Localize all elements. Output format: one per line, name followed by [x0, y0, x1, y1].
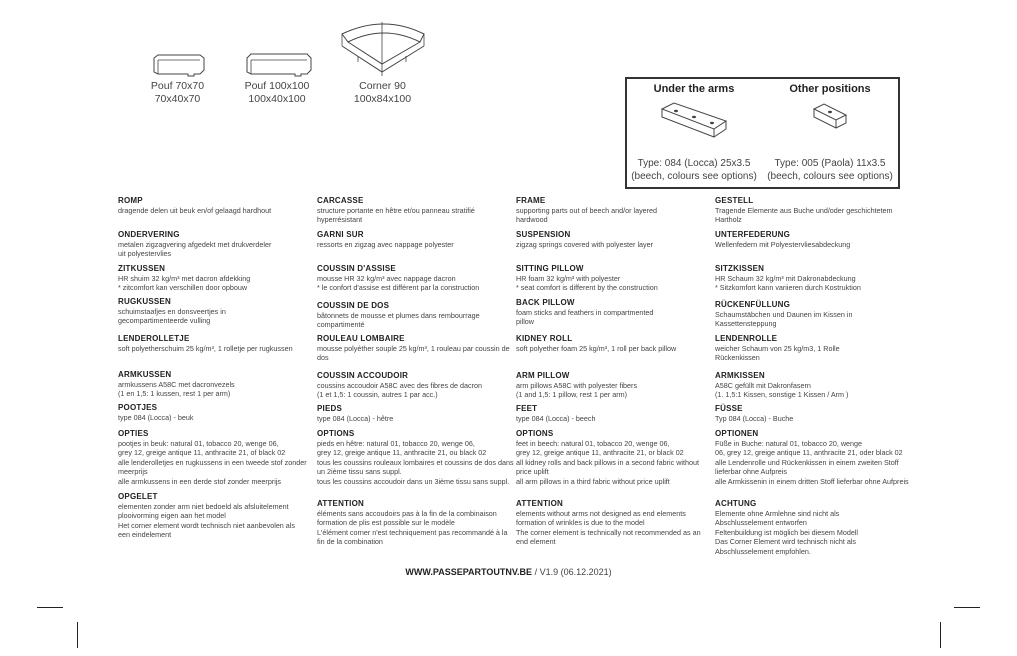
section-heading: LENDEROLLETJE: [118, 334, 190, 343]
section-line: (1 and 1,5: 1 pillow, rest 1 per arm): [516, 390, 628, 400]
section-heading: OPTIONS: [317, 429, 355, 438]
section-line: mousse polyéther souple 25 kg/m³, 1 rouleau par coussin de: [317, 343, 510, 353]
section-line: Feltenbuildung ist möglich bei diesem Modell: [715, 527, 859, 537]
section-heading: SUSPENSION: [516, 230, 571, 239]
spec-section: [516, 298, 706, 327]
section-line: supporting parts out of beech and/or layered: [516, 205, 658, 215]
spec-section: [516, 404, 706, 423]
section-heading: ATTENTION: [317, 499, 364, 508]
section-line: Typ 084 (Locca) - Buche: [715, 413, 794, 423]
pouf-100-icon: [241, 52, 313, 78]
section-line: HR foam 32 kg/m³ with polyester: [516, 273, 621, 283]
spec-section: [516, 196, 706, 225]
spec-section: [118, 370, 308, 399]
section-line: grey 12, greige antique 11, anthracite 21, of black 02: [118, 448, 286, 458]
section-line: Elemente ohne Armlehne sind nicht als: [715, 508, 840, 518]
spec-section: [317, 499, 507, 547]
section-line: The corner element is technically not recommended as an: [516, 527, 701, 537]
section-line: uit polyestervlies: [118, 249, 172, 259]
product-pouf-70: [140, 52, 215, 106]
section-line: formation de plis est possible sur le modèle: [317, 518, 455, 528]
section-line: pieds en hêtre: natural 01, tobacco 20, wenge 06,: [317, 438, 475, 448]
spec-section: [715, 300, 905, 329]
spec-section: [516, 230, 706, 249]
spec-section: [516, 371, 706, 400]
spec-section: [118, 196, 308, 215]
section-line: foam sticks and feathers in compartmented: [516, 307, 654, 317]
section-heading: OPTIES: [118, 429, 149, 438]
spec-section: [118, 492, 308, 540]
section-heading: FEET: [516, 404, 538, 413]
section-line: type 084 (Locca) - beech: [516, 413, 596, 423]
product-name: Pouf 100x100: [244, 80, 310, 92]
section-line: Hartholz: [715, 215, 742, 225]
section-line: type 084 (Locca) - hêtre: [317, 413, 394, 423]
section-line: feet in beech: natural 01, tobacco 20, wenge 06,: [516, 438, 670, 448]
section-heading: FÜSSE: [715, 404, 743, 413]
section-heading: OPTIONEN: [715, 429, 759, 438]
footer-website-link[interactable]: WWW.PASSEPARTOUTNV.BE: [405, 567, 533, 577]
section-line: arm pillows A58C with polyester fibers: [516, 380, 638, 390]
feet-under-desc: [624, 157, 764, 183]
section-heading: SITZKISSEN: [715, 264, 765, 273]
section-heading: RÜCKENFÜLLUNG: [715, 300, 791, 309]
section-line: elementen zonder arm niet bedoeld als afsluitelement: [118, 501, 289, 511]
crop-mark-left-v: [77, 622, 78, 648]
product-dims: 100x40x100: [248, 93, 306, 105]
section-line: tous les coussins rouleaux lombaires et coussins de dos dans: [317, 457, 514, 467]
spec-section: [118, 297, 308, 326]
section-line: hyperrésistant: [317, 215, 363, 225]
section-line: all kidney rolls and back pillows in a second fabric without: [516, 457, 699, 467]
section-heading: RUGKUSSEN: [118, 297, 171, 306]
section-heading: ACHTUNG: [715, 499, 757, 508]
section-heading: ARM PILLOW: [516, 371, 570, 380]
section-heading: COUSSIN D'ASSISE: [317, 264, 396, 273]
section-line: armkussens A58C met dacronvezels: [118, 379, 235, 389]
spec-section: [715, 230, 905, 249]
feet-other-line1: Type: 005 (Paola) 11x3.5: [774, 158, 886, 169]
crop-mark-left-h: [37, 607, 63, 608]
feet-info-box: [625, 77, 900, 189]
section-heading: OPGELET: [118, 492, 158, 501]
section-heading: OPTIONS: [516, 429, 554, 438]
section-heading: ROMP: [118, 196, 143, 205]
section-line: structure portante en hêtre et/ou panneau stratifié: [317, 205, 475, 215]
section-line: * zitcomfort kan verschillen door opbouw: [118, 283, 248, 293]
section-line: Abschlusselement empfohlen.: [715, 546, 811, 556]
spec-section: [715, 371, 905, 400]
section-line: type 084 (Locca) - beuk: [118, 412, 194, 422]
spec-section: [118, 403, 308, 422]
section-line: alle lenderolletjes en rugkussens in een tweede stof zonder: [118, 457, 307, 467]
section-line: un 2ième tissu sans suppl.: [317, 467, 402, 477]
section-line: zigzag springs covered with polyester layer: [516, 239, 654, 249]
spec-section: [516, 264, 706, 293]
section-line: HR shuim 32 kg/m³ met dacron afdekking: [118, 273, 251, 283]
section-line: 06, grey 12, greige antique 11, anthracite 21, oder black 02: [715, 448, 903, 458]
section-heading: BACK PILLOW: [516, 298, 575, 307]
section-line: formation of wrinkles is due to the model: [516, 518, 645, 528]
corner-90-icon: [338, 16, 428, 78]
section-line: HR Schaum 32 kg/m³ mit Dakronabdeckung: [715, 273, 856, 283]
spec-section: [317, 334, 510, 363]
feet-under-line2: (beech, colours see options): [631, 171, 757, 182]
product-dims: 100x84x100: [353, 93, 412, 105]
spec-section: [317, 301, 507, 330]
section-line: plooivorming eigen aan het model: [118, 511, 226, 521]
section-line: * seat comfort is different by the construction: [516, 283, 658, 293]
section-line: Schaumstäbchen und Daunen im Kissen in: [715, 309, 853, 319]
product-name: Pouf 70x70: [150, 80, 205, 92]
product-dims: 70x40x70: [154, 93, 201, 105]
section-heading: POOTJES: [118, 403, 158, 412]
spec-section: [715, 334, 905, 363]
spec-section: [715, 404, 905, 423]
section-line: meerprijs: [118, 467, 148, 477]
section-line: pootjes in beuk: natural 01, tobacco 20, wenge 06,: [118, 438, 279, 448]
section-heading: ROULEAU LOMBAIRE: [317, 334, 405, 343]
section-line: dos: [317, 353, 329, 363]
spec-section: [516, 334, 706, 353]
section-line: Kassettensteppung: [715, 319, 777, 329]
section-line: alle Lendenrolle und Rückenkissen in einem zweiten Stoff: [715, 457, 899, 467]
section-line: Rückenkissen: [715, 353, 760, 363]
section-heading: UNTERFEDERUNG: [715, 230, 791, 239]
section-line: Das Corner Element wird technisch nicht als: [715, 537, 857, 547]
spec-section: [317, 429, 514, 487]
feet-other-title: Other positions: [789, 83, 871, 95]
crop-mark-right-h: [954, 607, 980, 608]
section-heading: COUSSIN DE DOS: [317, 301, 390, 310]
section-line: lieferbar ohne Aufpreis: [715, 467, 787, 477]
wood-block-short-icon: [790, 99, 870, 143]
section-heading: ATTENTION: [516, 499, 563, 508]
spec-section: [118, 429, 308, 487]
product-name: Corner 90: [359, 80, 406, 92]
section-line: (1 et 1,5: 1 coussin, autres 1 par acc.): [317, 390, 438, 400]
section-heading: PIEDS: [317, 404, 343, 413]
section-line: Tragende Elemente aus Buche und/oder geschichtetem: [715, 205, 893, 215]
section-heading: SITTING PILLOW: [516, 264, 584, 273]
section-line: * le confort d'assise est différent par la construction: [317, 283, 480, 293]
spec-section: [715, 196, 905, 225]
product-pouf-100: [237, 52, 317, 106]
spec-section: [715, 499, 905, 557]
spec-section: [118, 334, 308, 353]
section-line: * Sitzkomfort kann variieren durch Kostruktion: [715, 283, 861, 293]
section-line: hardwood: [516, 215, 548, 225]
section-line: éléments sans accoudoirs pas à la fin de la combinaison: [317, 508, 497, 518]
feet-other-positions: [765, 83, 895, 182]
section-heading: FRAME: [516, 196, 546, 205]
spec-section: [317, 264, 507, 293]
section-line: soft polyether foam 25 kg/m³, 1 roll per back pillow: [516, 343, 677, 353]
section-heading: GARNI SUR: [317, 230, 364, 239]
spec-section: [715, 264, 905, 293]
section-line: compartimenté: [317, 320, 365, 330]
section-line: elements without arms not designed as end elements: [516, 508, 686, 518]
section-heading: ARMKUSSEN: [118, 370, 172, 379]
section-line: metalen zigzagvering afgedekt met drukverdeler: [118, 239, 272, 249]
section-heading: COUSSIN ACCOUDOIR: [317, 371, 409, 380]
section-line: (1 en 1,5: 1 kussen, rest 1 per arm): [118, 389, 231, 399]
section-line: price uplift: [516, 467, 549, 477]
feet-under-line1: Type: 084 (Locca) 25x3.5: [637, 158, 751, 169]
section-heading: GESTELL: [715, 196, 754, 205]
section-line: gecompartimenteerde vulling: [118, 316, 211, 326]
section-line: fin de la combination: [317, 537, 383, 547]
feet-under-title: Under the arms: [653, 83, 735, 95]
section-line: alle Armkissenin in einem dritten Stoff lieferbar ohne Aufpreis: [715, 476, 909, 486]
section-line: end element: [516, 537, 556, 547]
section-line: soft polyetherschuim 25 kg/m³, 1 rolletje per rugkussen: [118, 343, 293, 353]
section-line: schuimstaafjes en donsveertjes in: [118, 306, 226, 316]
section-line: alle armkussens in een derde stof zonder meerprijs: [118, 476, 281, 486]
section-line: Wellenfedern mit Polyestervliesabdeckung: [715, 239, 851, 249]
section-line: A58C gefüllt mit Dakronfasern: [715, 380, 811, 390]
section-line: Abschlusselement entworfen: [715, 518, 807, 528]
pouf-70-icon: [148, 52, 208, 78]
feet-under-arms: [629, 83, 759, 182]
spec-section: [317, 404, 507, 423]
footer-version: / V1.9 (06.12.2021): [532, 567, 612, 577]
section-line: pillow: [516, 317, 534, 327]
section-line: weicher Schaum von 25 kg/m3, 1 Rolle: [715, 343, 840, 353]
section-line: grey 12, greige antique 11, anthracite 21, or black 02: [516, 448, 684, 458]
section-line: coussins accoudoir A58C avec des fibres de dacron: [317, 380, 483, 390]
spec-section: [516, 429, 706, 487]
spec-section: [118, 230, 308, 259]
product-corner-90: [335, 16, 430, 106]
section-line: (1. 1,5:1 Kissen, sonstige 1 Kissen / Arm ): [715, 390, 849, 400]
spec-section: [118, 264, 308, 293]
spec-section: [317, 371, 507, 400]
spec-section: [317, 196, 507, 225]
feet-other-desc: [760, 157, 900, 183]
wood-block-long-icon: [654, 99, 734, 143]
section-line: Füße in Buche: natural 01, tobacco 20, wenge: [715, 438, 863, 448]
section-line: tous les coussins accoudoir dans un 3ième tissu sans suppl.: [317, 476, 510, 486]
feet-other-line2: (beech, colours see options): [767, 171, 893, 182]
section-heading: LENDENROLLE: [715, 334, 778, 343]
section-heading: ARMKISSEN: [715, 371, 765, 380]
section-line: dragende delen uit beuk en/of gelaagd hardhout: [118, 205, 272, 215]
spec-section: [715, 429, 909, 487]
section-heading: KIDNEY ROLL: [516, 334, 573, 343]
section-line: mousse HR 32 kg/m³ avec nappage dacron: [317, 273, 456, 283]
section-line: ressorts en zigzag avec nappage polyester: [317, 239, 454, 249]
spec-section: [516, 499, 706, 547]
spec-section: [317, 230, 507, 249]
section-line: L'élément corner n'est techniquement pas recommandé à la: [317, 527, 508, 537]
section-line: een eindelement: [118, 530, 172, 540]
section-heading: ONDERVERING: [118, 230, 180, 239]
section-heading: ZITKUSSEN: [118, 264, 166, 273]
crop-mark-right-v: [940, 622, 941, 648]
section-line: all arm pillows in a third fabric without price uplift: [516, 476, 670, 486]
section-line: bâtonnets de mousse et plumes dans rembourrage: [317, 310, 480, 320]
footer: [0, 567, 1017, 577]
section-heading: CARCASSE: [317, 196, 364, 205]
section-line: Het corner element wordt technisch niet aanbevolen als: [118, 520, 295, 530]
section-line: grey 12, greige antique 11, anthracite 21, ou black 02: [317, 448, 487, 458]
